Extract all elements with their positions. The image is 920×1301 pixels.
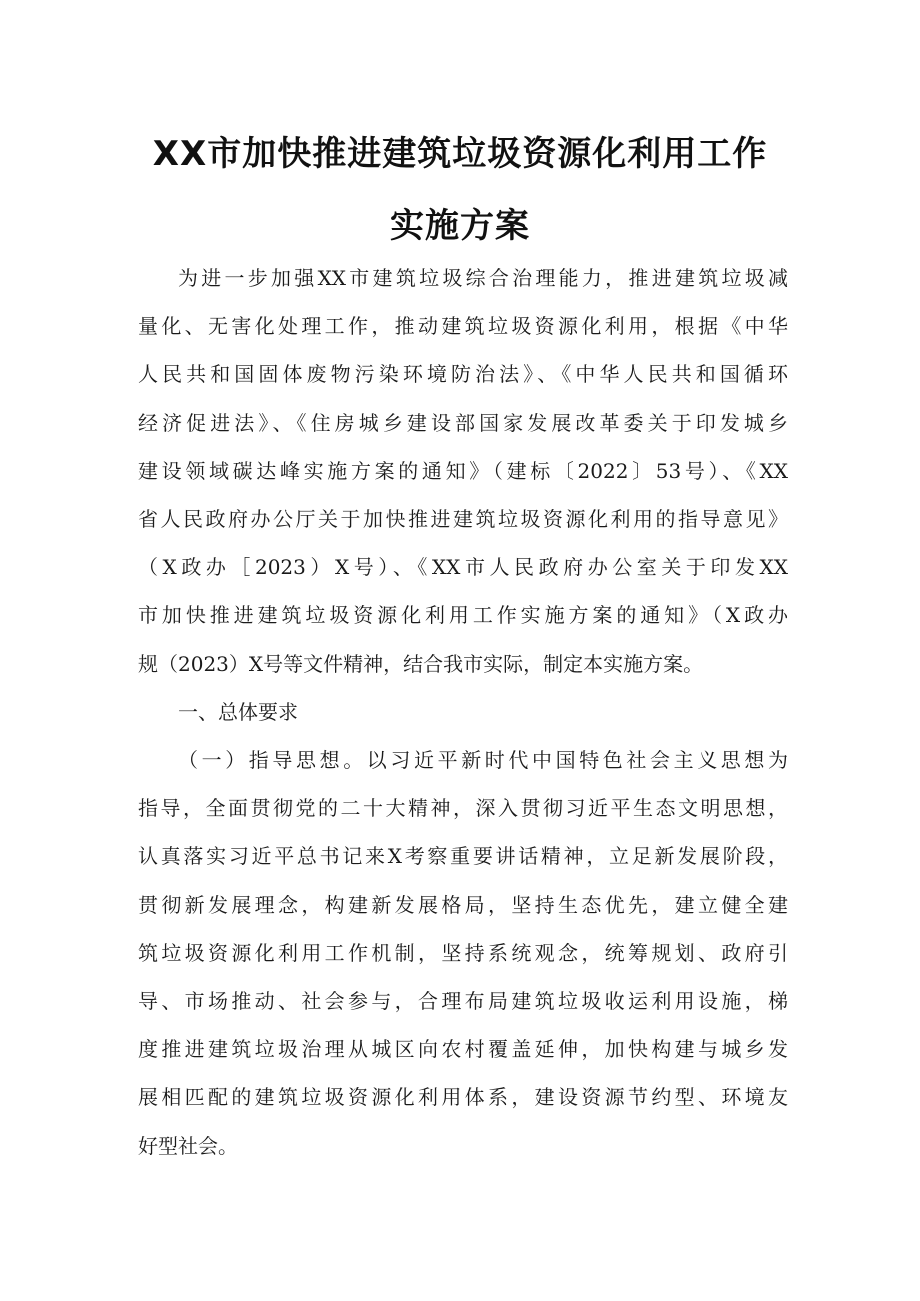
para-line: 展相匹配的建筑垃圾资源化利用体系，建设资源节约型、环境友 bbox=[138, 1085, 788, 1110]
document-title-line-1: XX市加快推进建筑垃圾资源化利用工作 bbox=[152, 134, 768, 174]
section-heading bbox=[138, 688, 788, 736]
para-line: 认真落实习近平总书记来X考察重要讲话精神，立足新发展阶段， bbox=[138, 844, 788, 869]
intro-line: 量化、无害化处理工作，推动建筑垃圾资源化利用，根据《中华 bbox=[138, 314, 788, 339]
intro-line: 市加快推进建筑垃圾资源化利用工作实施方案的通知》（X政办 bbox=[138, 603, 788, 628]
section-1-heading: 一、总体要求 bbox=[178, 700, 298, 724]
para-line: 导、市场推动、社会参与，合理布局建筑垃圾收运利用设施，梯 bbox=[138, 988, 788, 1013]
intro-line: 经济促进法》、《住房城乡建设部国家发展改革委关于印发城乡 bbox=[138, 410, 788, 435]
intro-line: 建设领域碳达峰实施方案的通知》（建标〔2022〕53号）、《XX bbox=[138, 458, 788, 483]
para-line: 筑垃圾资源化利用工作机制，坚持系统观念，统筹规划、政府引 bbox=[138, 940, 788, 965]
intro-paragraph bbox=[138, 254, 788, 688]
guiding-ideology-paragraph bbox=[138, 736, 788, 1170]
intro-line: 省人民政府办公厅关于加快推进建筑垃圾资源化利用的指导意见》 bbox=[138, 506, 788, 531]
para-line: 贯彻新发展理念，构建新发展格局，坚持生态优先，建立健全建 bbox=[138, 892, 788, 917]
document-title-line-2: 实施方案 bbox=[390, 206, 530, 246]
intro-line: 规（2023）X号等文件精神，结合我市实际，制定本实施方案。 bbox=[138, 651, 704, 676]
intro-line: 人民共和国固体废物污染环境防治法》、《中华人民共和国循环 bbox=[138, 362, 788, 387]
intro-line: 为进一步加强XX市建筑垃圾综合治理能力，推进建筑垃圾减 bbox=[178, 266, 788, 290]
intro-line: （X政办［2023）X号）、《XX市人民政府办公室关于印发XX bbox=[138, 555, 788, 580]
para-line: 度推进建筑垃圾治理从城区向农村覆盖延伸，加快构建与城乡发 bbox=[138, 1037, 788, 1062]
para-line: （一）指导思想。以习近平新时代中国特色社会主义思想为 bbox=[178, 748, 788, 772]
para-line: 指导，全面贯彻党的二十大精神，深入贯彻习近平生态文明思想， bbox=[138, 796, 788, 821]
para-line: 好型社会。 bbox=[138, 1133, 238, 1158]
